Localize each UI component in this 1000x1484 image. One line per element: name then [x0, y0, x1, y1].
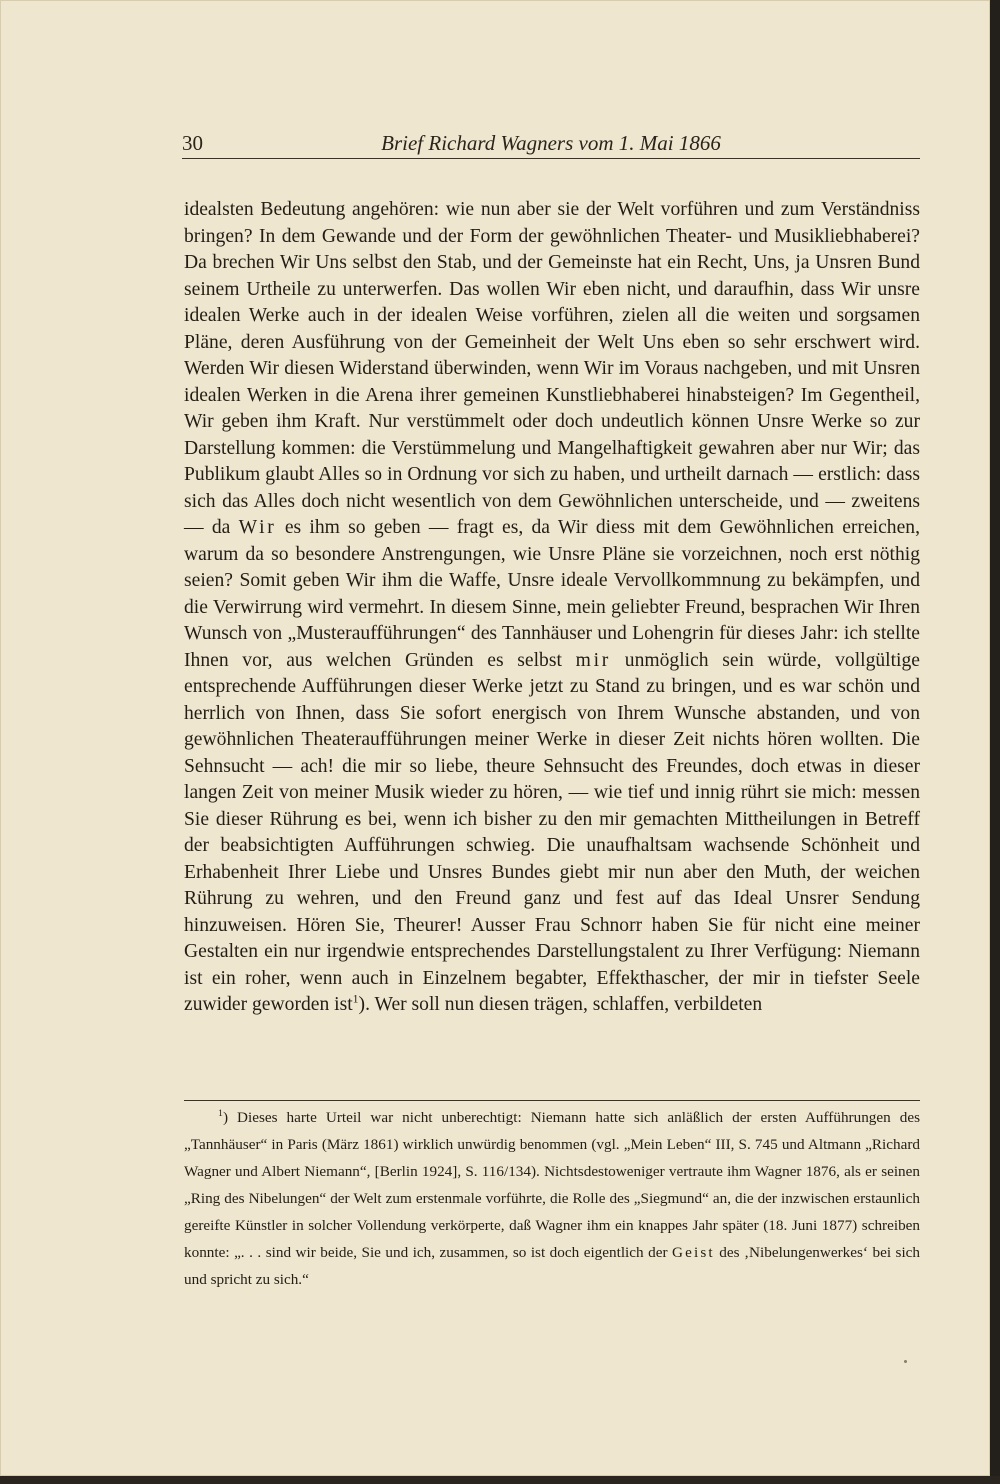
footnote-text-end: des ‚Nibelungenwerkes‘ bei sich und spricht zu sich.“ [184, 1244, 921, 1288]
spaced-word-mir: mir [575, 649, 612, 671]
footnote-text: ) Dieses harte Urteil war nicht unberechtigt: Niemann hatte sich anläßlich der ersten Aufführungen des „Tannhäuser“ in Paris (März 1861) wirklich unwürdig benommen (vgl. „Mein Leben“ III, S. 745 und Altmann „Richard Wagner und Albert Niemann“, [Berlin 1924], S. 116/134). Nichtsdestoweniger vertraute ihm Wagner 1876, als er seinen „Ring des Nibelungen“ der Welt zum erstenmale vorführte, die Rolle des „Siegmund“ an, die der inzwischen erstaunlich gereifte Künstler in solcher Vollendung verkörperte, daß Wagner ihm ein knappes Jahr später (18. Juni 1877) schreiben konnte: „. . . sind wir beide, Sie und ich, zusammen, so ist doch eigentlich der [184, 1109, 920, 1261]
scan-edge-right [990, 0, 1000, 1484]
paper-speck [904, 1360, 907, 1363]
scan-edge-bottom [0, 1476, 1000, 1484]
footnote-divider [184, 1100, 920, 1101]
footnote-marker: 1 [218, 1107, 223, 1119]
page-number: 30 [182, 131, 203, 155]
footnote-spaced-word: Geist [672, 1244, 715, 1261]
running-title: Brief Richard Wagners vom 1. Mai 1866 [381, 131, 721, 155]
text-segment-2: es ihm so geben — fragt es, da Wir diess mit dem Gewöhnlichen erreichen, warum da so besondere Anstrengungen, wie Unsre Pläne sie vorzeichnen, noch erst nöthig seien? Somit geben Wir ihm die Waffe, Unsre ideale Vervollkommnung zu bekämpfen, und die Verwirrung wird vermehrt. In diesem Sinne, mein geliebter Freund, besprachen Wir Ihren Wunsch von „Musteraufführungen“ des Tannhäuser und Lohengrin für dieses Jahr: ich stellte Ihnen vor, aus welchen Gründen es selbst [184, 517, 920, 671]
main-text [184, 197, 920, 1019]
text-segment-4: ). Wer soll nun diesen trägen, schlaffen, verbildeten [358, 994, 763, 1015]
text-segment-1: idealsten Bedeutung angehören: wie nun aber sie der Welt vorführen und zum Verständniss bringen? In dem Gewande und der Form der gewöhnlichen Theater- und Musikliebhaberei? Da brechen Wir Uns selbst den Stab, und der Gemeinste hat ein Recht, Uns, ja Unsren Bund seinem Urtheile zu unterwerfen. Das wollen Wir eben nicht, und daraufhin, dass Wir unsre idealen Werke auch in der idealen Weise vorführen, zielen all die weiten und sorgsamen Pläne, deren Ausführung von der Gemeinheit der Welt Uns eben so sehr erschwert wird. Werden Wir diesen Widerstand überwinden, wenn Wir im Voraus nachgeben, und mit Unsren idealen Werken in die Arena ihrer gemeinen Kunstliebhaberei hinabsteigen? Im Gegentheil, Wir geben ihm Kraft. Nur verstümmelt oder doch undeutlich können Unsre Werke so zur Darstellung kommen: die Verstümmelung und Mangelhaftigkeit gewahren aber nur Wir; das Publikum glaubt Alles so in Ordnung vor sich zu haben, und urtheilt darnach — erstlich: dass sich das Alles doch nicht wesentlich von dem Gewöhnlichen unterscheide, und — zweitens — da [184, 199, 920, 538]
footnote [184, 1104, 920, 1293]
text-segment-3: unmöglich sein würde, vollgültige entsprechende Aufführungen dieser Werke jetzt zu Stand zu bringen, und es war schön und herrlich von Ihnen, dass Sie sofort energisch von Ihrem Wunsche abstanden, und von gewöhnlichen Theateraufführungen meiner Werke in dieser Zeit nichts hören wollten. Die Sehnsucht — ach! die mir so liebe, theure Sehnsucht des Freundes, doch etwas in dieser langen Zeit von meiner Musik wieder zu hören, — wie tief und innig rührt sie mich: messen Sie dieser Rührung es bei, wenn ich bisher zu den mir gemachten Mittheilungen in Betreff der beabsichtigten Aufführungen schwieg. Die unaufhaltsam wachsende Schönheit und Erhabenheit Ihrer Liebe und Unsres Bundes giebt mir nun aber den Muth, der weichen Rührung zu wehren, und den Freund ganz und fest auf das Ideal Unsrer Sendung hinzuweisen. Hören Sie, Theurer! Ausser Frau Schnorr haben Sie für nicht eine meiner Gestalten ein nur irgendwie entsprechendes Darstellungstalent zu Ihrer Verfügung: Niemann ist ein roher, wenn auch in Einzelnem begabter, Effekthascher, der mir in tiefster Seele zuwider geworden ist [184, 649, 920, 1015]
spaced-word-wir: Wir [238, 517, 277, 538]
footnote-reference: 1 [352, 992, 359, 1006]
page-header [182, 128, 920, 159]
